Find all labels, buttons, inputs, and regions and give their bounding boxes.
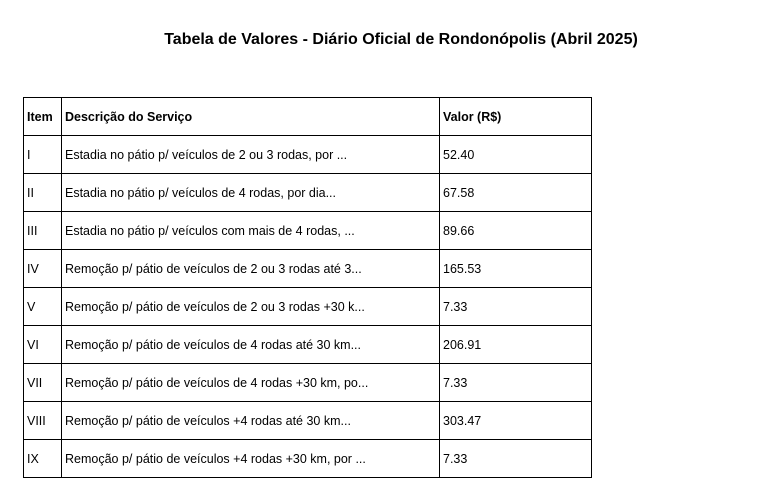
- table-header-row: [24, 98, 592, 136]
- table-row: [24, 250, 592, 288]
- table-row: [24, 288, 592, 326]
- cell-description: Remoção p/ pátio de veículos de 2 ou 3 rodas até 3...: [62, 250, 440, 288]
- cell-description: Remoção p/ pátio de veículos de 2 ou 3 rodas +30 k...: [62, 288, 440, 326]
- table-row: [24, 364, 592, 402]
- cell-item: III: [24, 212, 62, 250]
- cell-value: 206.91: [440, 326, 592, 364]
- cell-description: Remoção p/ pátio de veículos +4 rodas +30 km, por ...: [62, 440, 440, 478]
- cell-description: Estadia no pátio p/ veículos de 4 rodas, por dia...: [62, 174, 440, 212]
- header-description: Descrição do Serviço: [62, 98, 440, 136]
- table-row: [24, 440, 592, 478]
- cell-item: VIII: [24, 402, 62, 440]
- cell-item: I: [24, 136, 62, 174]
- cell-value: 89.66: [440, 212, 592, 250]
- table-row: [24, 326, 592, 364]
- table-row: [24, 402, 592, 440]
- cell-description: Estadia no pátio p/ veículos com mais de 4 rodas, ...: [62, 212, 440, 250]
- cell-item: VII: [24, 364, 62, 402]
- cell-value: 165.53: [440, 250, 592, 288]
- header-item: Item: [24, 98, 62, 136]
- cell-description: Estadia no pátio p/ veículos de 2 ou 3 rodas, por ...: [62, 136, 440, 174]
- cell-value: 52.40: [440, 136, 592, 174]
- cell-value: 7.33: [440, 440, 592, 478]
- cell-item: IX: [24, 440, 62, 478]
- cell-value: 7.33: [440, 288, 592, 326]
- cell-value: 7.33: [440, 364, 592, 402]
- cell-value: 303.47: [440, 402, 592, 440]
- header-value: Valor (R$): [440, 98, 592, 136]
- table-row: [24, 212, 592, 250]
- cell-item: VI: [24, 326, 62, 364]
- cell-description: Remoção p/ pátio de veículos +4 rodas até 30 km...: [62, 402, 440, 440]
- cell-description: Remoção p/ pátio de veículos de 4 rodas +30 km, po...: [62, 364, 440, 402]
- cell-value: 67.58: [440, 174, 592, 212]
- cell-item: V: [24, 288, 62, 326]
- page-title: Tabela de Valores - Diário Oficial de Rondonópolis (Abril 2025): [164, 31, 638, 48]
- table-row: [24, 136, 592, 174]
- cell-item: IV: [24, 250, 62, 288]
- table-row: [24, 174, 592, 212]
- cell-item: II: [24, 174, 62, 212]
- cell-description: Remoção p/ pátio de veículos de 4 rodas até 30 km...: [62, 326, 440, 364]
- values-table: [23, 97, 592, 478]
